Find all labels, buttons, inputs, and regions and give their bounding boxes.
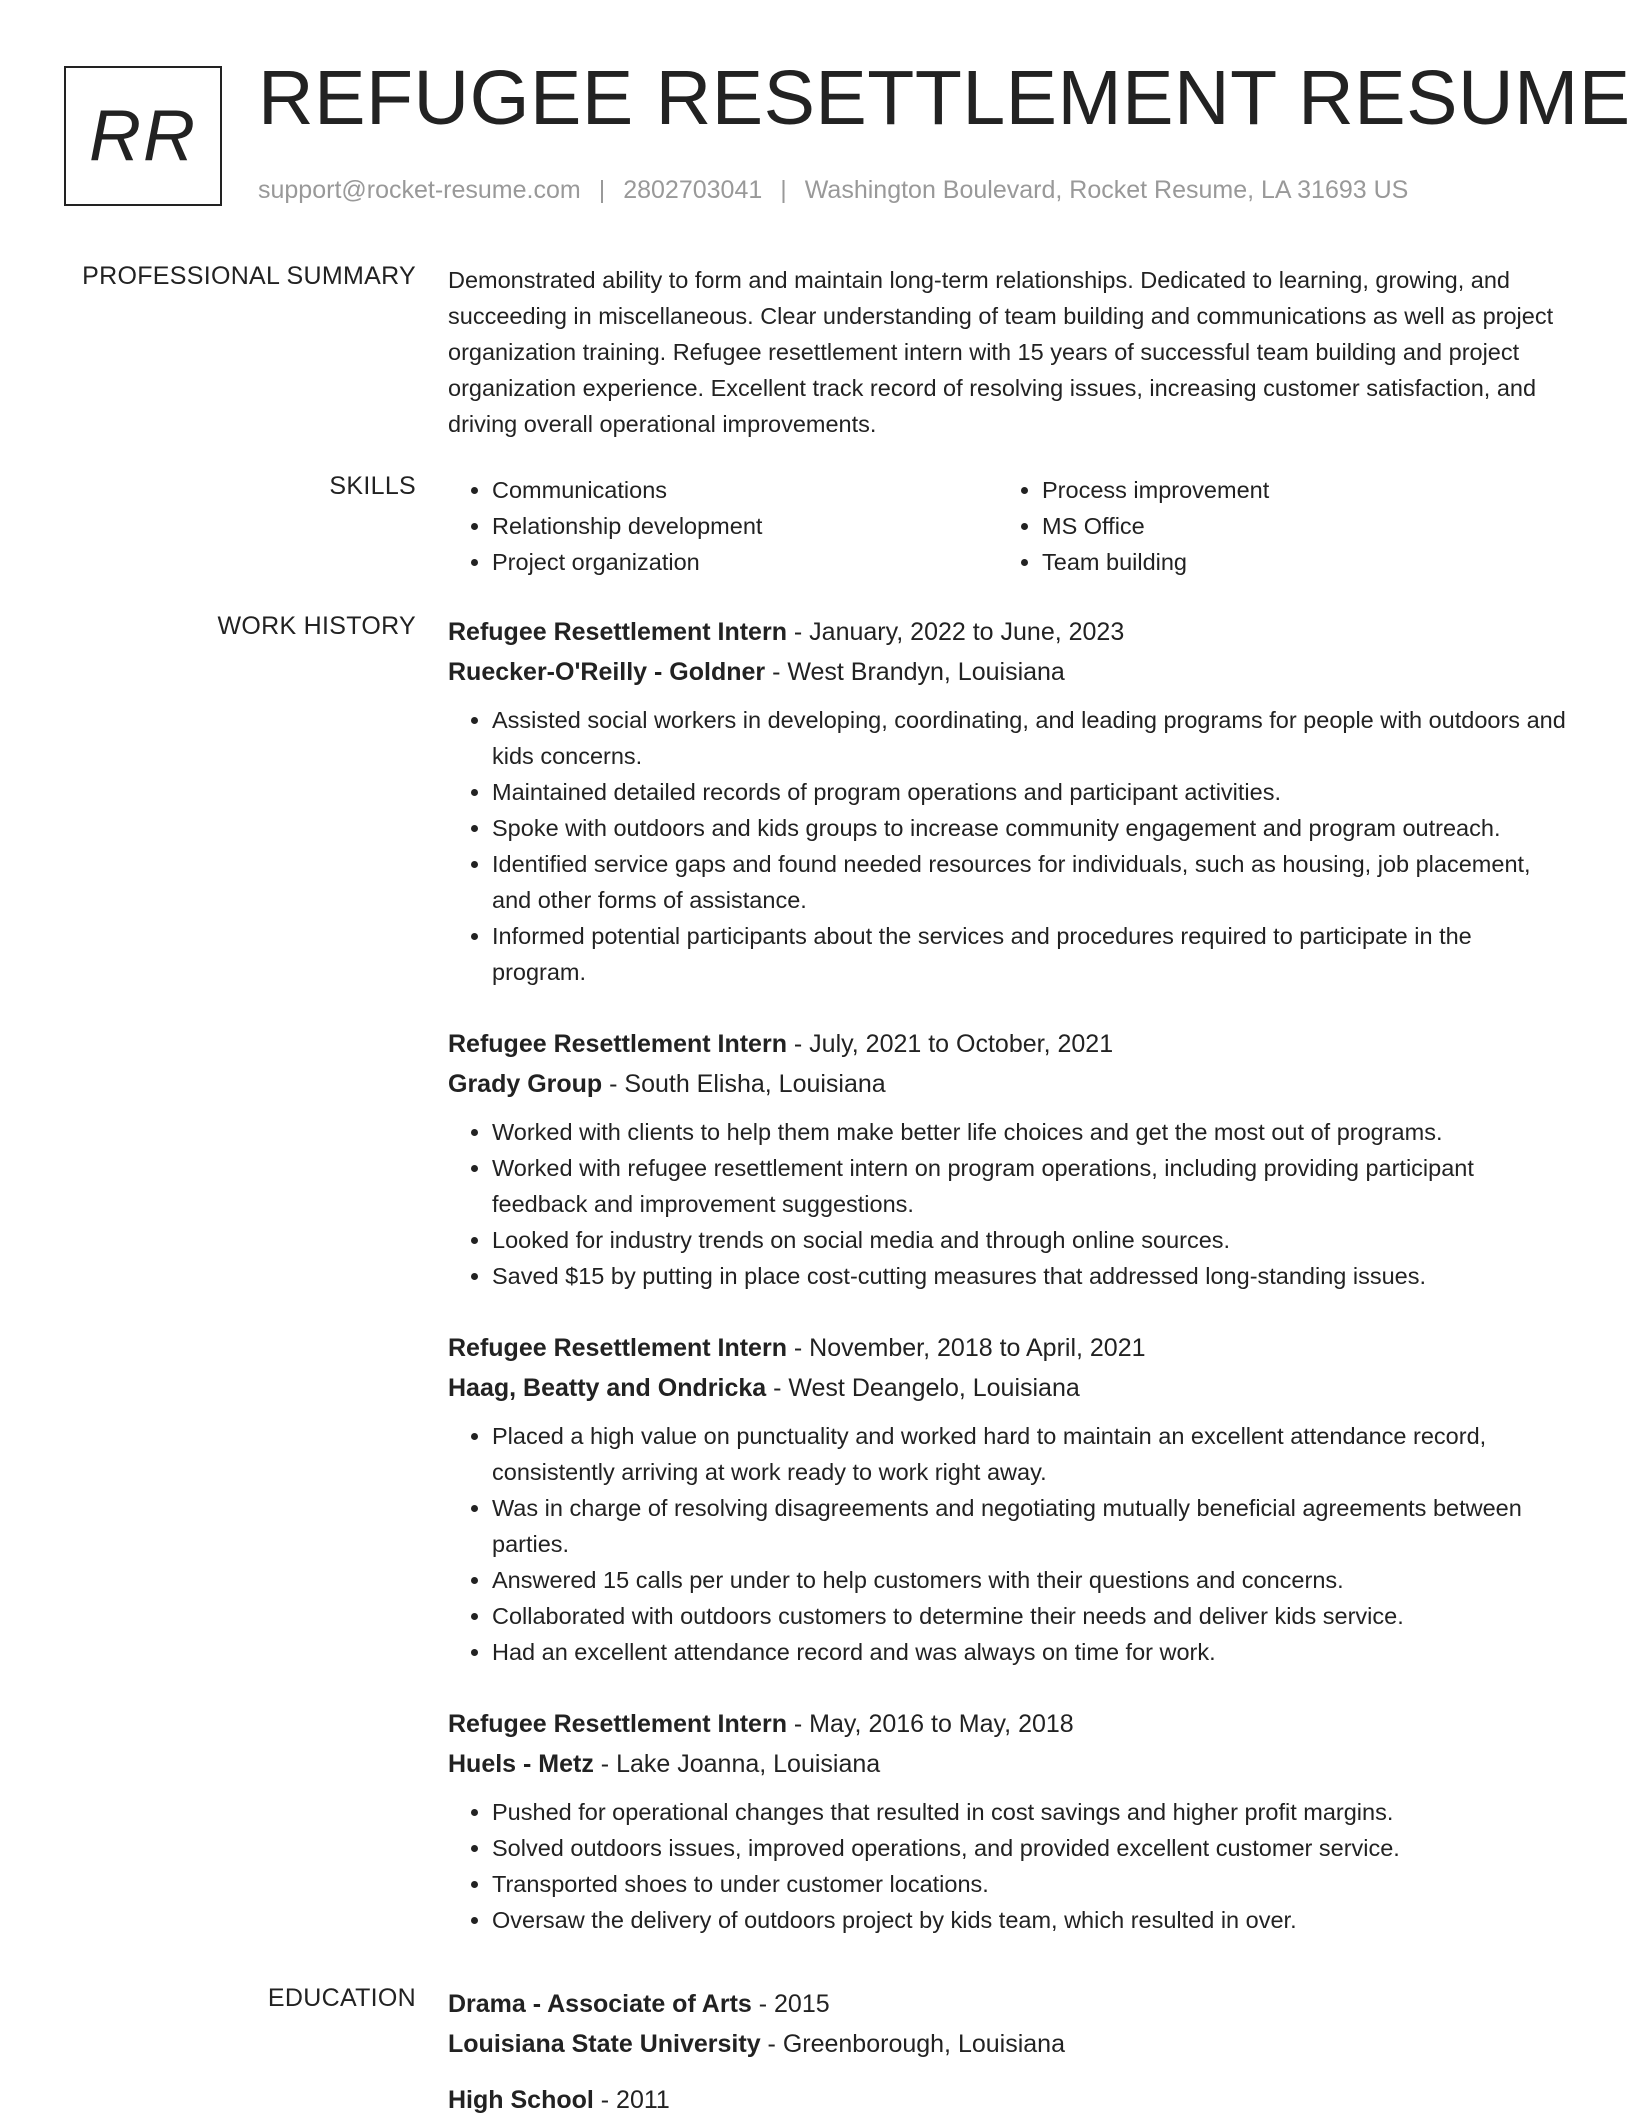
job-dates: - May, 2016 to May, 2018: [786, 1710, 1074, 1738]
job-bullet: • Answered 15 calls per under to help customers with their questions and concerns.: [492, 1562, 1568, 1598]
job-bullets: [448, 1418, 1568, 1670]
skill-item: • MS Office: [1042, 508, 1548, 544]
skill-item: • Process improvement: [1042, 472, 1548, 508]
job-company: Ruecker-O'Reilly - Goldner: [448, 658, 766, 686]
education-year: - 2015: [751, 1990, 830, 2018]
job-entry: [448, 1024, 1568, 1294]
education-degree: Drama - Associate of Arts: [448, 1990, 752, 2018]
job-dates: - July, 2021 to October, 2021: [786, 1030, 1114, 1058]
job-bullets: [448, 702, 1568, 990]
resume-title: REFUGEE RESETTLEMENT RESUME: [258, 55, 1631, 141]
job-bullet: • Worked with clients to help them make better life choices and get the most out of programs.: [492, 1114, 1568, 1150]
job-bullets: [448, 1114, 1568, 1294]
job-entry: [448, 612, 1568, 990]
job-company: Huels - Metz: [448, 1750, 594, 1778]
job-location: - West Brandyn, Louisiana: [765, 658, 1065, 686]
job-entry: [448, 1328, 1568, 1670]
job-location: - Lake Joanna, Louisiana: [593, 1750, 881, 1778]
education-location: - Greenborough, Louisiana: [760, 2030, 1065, 2058]
skill-item: • Relationship development: [492, 508, 998, 544]
job-bullet: • Oversaw the delivery of outdoors project by kids team, which resulted in over.: [492, 1902, 1568, 1938]
job-bullet: • Assisted social workers in developing, coordinating, and leading programs for people with outdoors and kids concerns.: [492, 702, 1568, 774]
job-location: - South Elisha, Louisiana: [602, 1070, 886, 1098]
skill-item: • Communications: [492, 472, 998, 508]
job-company-line: [448, 1744, 1568, 1784]
education-school: Louisiana State University: [448, 2030, 761, 2058]
job-title-line: [448, 1024, 1568, 1064]
job-bullets: [448, 1794, 1568, 1938]
contact-line: [258, 176, 1408, 205]
job-title-line: [448, 1328, 1568, 1368]
job-bullet: • Placed a high value on punctuality and worked hard to maintain an excellent attendance record, consistently arriving at work ready to work right away.: [492, 1418, 1568, 1490]
job-bullet: • Worked with refugee resettlement intern on program operations, including providing participant feedback and improvement suggestions.: [492, 1150, 1568, 1222]
summary-text: Demonstrated ability to form and maintain long-term relationships. Dedicated to learning, growing, and succeeding in miscellaneous. Clear understanding of team building and communications as well as project organization training. Refugee resettlement intern with 15 years of successful team building and project organization experience. Excellent track record of resolving issues, increasing customer satisfaction, and driving overall operational improvements.: [448, 267, 1554, 437]
skills-list-left: [448, 472, 998, 580]
job-company: Haag, Beatty and Ondricka: [448, 1374, 767, 1402]
work-history-heading: WORK HISTORY: [217, 612, 416, 640]
job-bullet: • Solved outdoors issues, improved operations, and provided excellent customer service.: [492, 1830, 1568, 1866]
education-degree: High School: [448, 2086, 594, 2114]
skills-list-right: [998, 472, 1548, 580]
job-bullet: • Transported shoes to under customer locations.: [492, 1866, 1568, 1902]
skill-item: • Team building: [1042, 544, 1548, 580]
job-location: - West Deangelo, Louisiana: [766, 1374, 1080, 1402]
job-title: Refugee Resettlement Intern: [448, 618, 787, 646]
education-school-line: [448, 2024, 1568, 2064]
monogram-box: [64, 66, 222, 206]
job-company-line: [448, 1064, 1568, 1104]
job-bullet: • Maintained detailed records of program operations and participant activities.: [492, 774, 1568, 810]
contact-separator: |: [780, 176, 787, 204]
job-bullet: • Collaborated with outdoors customers to determine their needs and deliver kids service.: [492, 1598, 1568, 1634]
job-company: Grady Group: [448, 1070, 603, 1098]
job-dates: - January, 2022 to June, 2023: [786, 618, 1125, 646]
contact-email: support@rocket-resume.com: [258, 176, 581, 204]
job-company-line: [448, 1368, 1568, 1408]
job-bullet: • Was in charge of resolving disagreements and negotiating mutually beneficial agreements between parties.: [492, 1490, 1568, 1562]
job-title-line: [448, 612, 1568, 652]
contact-phone: 2802703041: [623, 176, 763, 204]
job-entry: [448, 1704, 1568, 1938]
job-bullet: • Identified service gaps and found needed resources for individuals, such as housing, job placement, and other forms of assistance.: [492, 846, 1568, 918]
contact-separator: |: [598, 176, 606, 204]
skill-item: • Project organization: [492, 544, 998, 580]
skills-heading: SKILLS: [329, 472, 416, 500]
skills-grid: [448, 472, 1568, 580]
monogram-initials: RR: [89, 96, 197, 176]
education-year: - 2011: [593, 2086, 670, 2114]
job-bullet: • Spoke with outdoors and kids groups to increase community engagement and program outreach.: [492, 810, 1568, 846]
job-bullet: • Had an excellent attendance record and was always on time for work.: [492, 1634, 1568, 1670]
job-bullet: • Looked for industry trends on social media and through online sources.: [492, 1222, 1568, 1258]
contact-address: Washington Boulevard, Rocket Resume, LA 31693 US: [804, 176, 1409, 204]
education-degree-line: [448, 2080, 1568, 2120]
job-company-line: [448, 652, 1568, 692]
job-title: Refugee Resettlement Intern: [448, 1030, 787, 1058]
education-heading: EDUCATION: [267, 1984, 416, 2012]
summary-heading: PROFESSIONAL SUMMARY: [82, 262, 416, 290]
job-title-line: [448, 1704, 1568, 1744]
job-bullet: • Pushed for operational changes that resulted in cost savings and higher profit margins.: [492, 1794, 1568, 1830]
job-dates: - November, 2018 to April, 2021: [786, 1334, 1146, 1362]
job-title: Refugee Resettlement Intern: [448, 1334, 787, 1362]
job-bullet: • Saved $15 by putting in place cost-cutting measures that addressed long-standing issues.: [492, 1258, 1568, 1294]
job-title: Refugee Resettlement Intern: [448, 1710, 787, 1738]
education-degree-line: [448, 1984, 1568, 2024]
job-bullet: • Informed potential participants about the services and procedures required to participate in the program.: [492, 918, 1568, 990]
